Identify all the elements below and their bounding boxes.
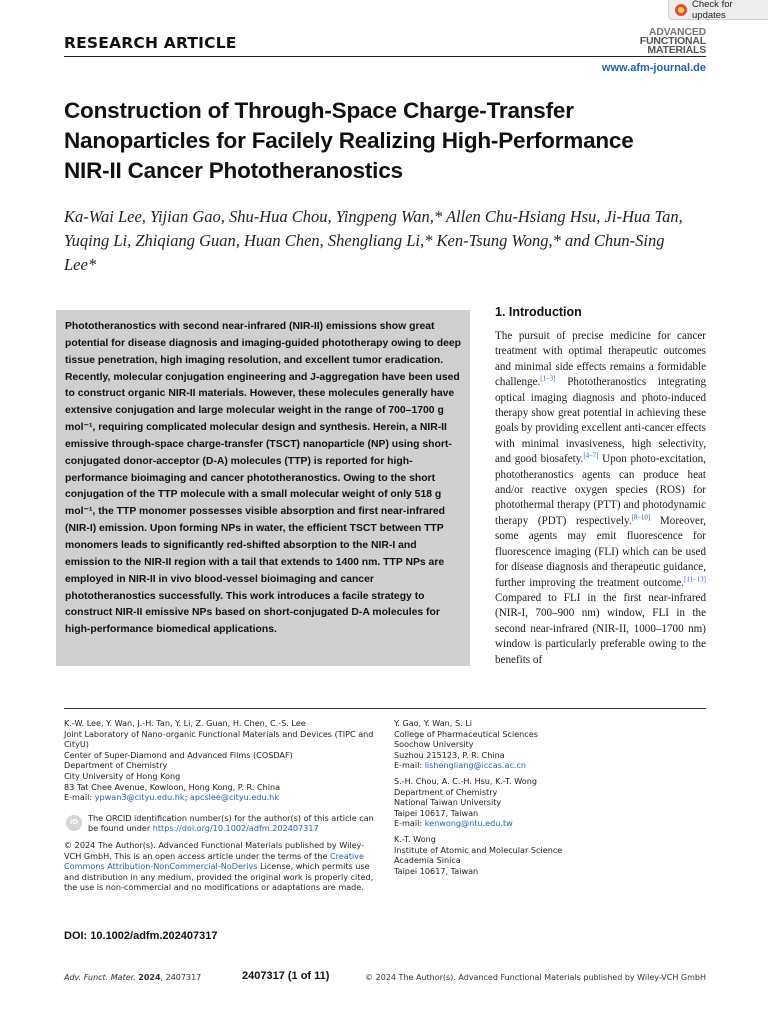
email-link[interactable]: kenwong@ntu.edu.tw bbox=[424, 818, 513, 829]
affiliations-right bbox=[394, 718, 704, 876]
footer-journal: Adv. Funct. Mater. bbox=[64, 973, 136, 982]
affiliation-line: Academia Sinica bbox=[394, 855, 461, 866]
footer-copyright: © 2024 The Author(s). Advanced Functional Materials published by Wiley-VCH GmbH bbox=[365, 973, 706, 982]
orcid-icon: iD bbox=[66, 815, 82, 831]
email-link[interactable]: apcslee@cityu.edu.hk bbox=[189, 792, 279, 803]
journal-logo bbox=[640, 28, 706, 55]
intro-text: Phototheranostics integrating optical imaging diagnosis and photo-induced therapy show great potential in achieving these goals by providing excellent anti-cancer effects with minimal invasiveness, high selectivity, and good biosafety. bbox=[495, 376, 706, 466]
affiliation-line: Y. Gao, Y. Wan, S. Li bbox=[394, 718, 472, 728]
license-text-part: License, which permits use and distribution in any medium, provided the original work is properly cited, the use is non-commercial and no modifications or adaptations are made. bbox=[64, 861, 374, 893]
orcid-link[interactable]: https://doi.org/10.1002/adfm.202407317 bbox=[152, 823, 319, 834]
journal-logo-line: MATERIALS bbox=[647, 44, 706, 56]
affiliation-line: Soochow University bbox=[394, 739, 474, 750]
email-line bbox=[64, 792, 380, 803]
abstract-box: Phototheranostics with second near-infrared (NIR-II) emissions show great potential for disease diagnosis and imaging-guided phototherapy owing to deep tissue penetration, high imaging resolution, and excellent tumor eradication. Recently, molecular conjugation engineering and J-aggregation have been used to construct organic NIR-II materials. However, these molecules generally have extensive conjugation and large molecular weight in the range of 700–1700 g mol⁻¹, requiring complicated molecular design and synthesis. Herein, a NIR-II emissive through-space charge-transfer (TSCT) nanoparticle (NP) using short-conjugated donor-acceptor (D-A) molecules (TTP) is reported for high-performance bioimaging and cancer phototheranostics. Owing to the short conjugation of the TTP molecule with a small molecular weight of only 518 g mol⁻¹, the TTP monomer possesses visible absorption and first near-infrared (NIR-I) emission. Upon forming NPs in water, the efficient TSCT between TTP monomers leads to significantly red-shifted absorption to the NIR-I and emission to the NIR-II region with a tail that extends to 1400 nm. TTP NPs are employed in NIR-II in vivo blood-vessel bioimaging and cancer phototheranostics successfully. This work introduces a facile strategy to construct NIR-II emissive NPs based on short-conjugated D-A molecules for high-performance biomedical applications. bbox=[56, 310, 470, 666]
header-divider bbox=[64, 56, 706, 57]
email-label: E-mail: bbox=[394, 760, 425, 771]
affiliation-line: College of Pharmaceutical Sciences bbox=[394, 728, 538, 739]
orcid-text bbox=[88, 813, 380, 834]
affiliation-line: S.-H. Chou, A. C.-H. Hsu, K.-T. Wong bbox=[394, 775, 538, 786]
email-label: E-mail: bbox=[64, 792, 95, 803]
email-separator: ; bbox=[184, 792, 190, 803]
footer-article-number: 2407317 bbox=[165, 973, 202, 982]
footer-page-number: 2407317 (1 of 11) bbox=[242, 970, 330, 982]
affiliation-line: Joint Laboratory of Nano-organic Functional Materials and Devices (TIPC and CityU) bbox=[64, 728, 374, 750]
orcid-note bbox=[64, 813, 380, 834]
email-line bbox=[394, 818, 704, 829]
email-link[interactable]: ypwan3@cityu.edu.hk bbox=[94, 792, 185, 803]
introduction-text bbox=[495, 329, 706, 668]
affiliation-line: National Taiwan University bbox=[394, 797, 502, 808]
affiliation-line: Department of Chemistry bbox=[394, 786, 498, 797]
orcid-text-body: The ORCID identification number(s) for the author(s) of this article can be found under bbox=[88, 812, 374, 834]
intro-text: Moreover, some agents may emit fluorescence for fluorescence imaging (FLI) which can be used for disease diagnosis and therapeutic guidance, further improving the treatment outcome. bbox=[495, 514, 706, 589]
affiliation-line: K.-W. Lee, Y. Wan, J.-H. Tan, Y. Li, Z. Guan, H. Chen, C.-S. Lee bbox=[64, 718, 306, 728]
affiliation-line: Taipei 10617, Taiwan bbox=[394, 865, 479, 876]
email-link[interactable]: lishengliang@iccas.ac.cn bbox=[424, 760, 527, 771]
journal-logo-line: ADVANCED bbox=[648, 26, 706, 38]
email-label: E-mail: bbox=[394, 818, 425, 829]
affiliation-line: City University of Hong Kong bbox=[64, 770, 181, 781]
citation-link[interactable]: [1–3] bbox=[540, 374, 556, 383]
footer-year: 2024 bbox=[138, 973, 161, 982]
section-label: RESEARCH ARTICLE bbox=[64, 34, 237, 52]
journal-logo-line: FUNCTIONAL bbox=[639, 35, 706, 47]
affiliation-line: Center of Super-Diamond and Advanced Films (COSDAF) bbox=[64, 749, 293, 760]
license-link[interactable]: Creative Commons Attribution-NonCommercial-NoDerivs bbox=[64, 850, 364, 872]
affiliation-line: Institute of Atomic and Molecular Science bbox=[394, 844, 563, 855]
intro-text: The pursuit of precise medicine for cancer treatment with optimal therapeutic outcomes and minimal side effects remains a formidable challenge. bbox=[495, 330, 706, 389]
citation-link[interactable]: [4–7] bbox=[583, 451, 599, 460]
affiliation-line: Department of Chemistry bbox=[64, 760, 168, 771]
check-for-updates-button[interactable] bbox=[668, 0, 768, 20]
citation-link[interactable]: [11–13] bbox=[684, 574, 706, 583]
affiliations-left bbox=[64, 718, 380, 893]
affiliation-line: Taipei 10617, Taiwan bbox=[394, 807, 479, 818]
citation-link[interactable]: [8–10] bbox=[631, 513, 651, 522]
footer-citation: Adv. Funct. Mater. 2024, 2407317 bbox=[64, 973, 202, 982]
license-text bbox=[64, 840, 380, 893]
footnote-divider bbox=[64, 708, 706, 709]
affiliation-line: K.-T. Wong bbox=[394, 833, 436, 844]
journal-url-link[interactable]: www.afm-journal.de bbox=[601, 62, 706, 74]
crossmark-icon bbox=[675, 4, 687, 16]
license-text-part: © 2024 The Author(s). Advanced Functional Materials published by Wiley-VCH GmbH. This is an open access article under the terms of the bbox=[64, 839, 365, 861]
author-list: Ka-Wai Lee, Yijian Gao, Shu-Hua Chou, Yingpeng Wan,* Allen Chu-Hsiang Hsu, Ji-Hua Tan, Yuqing Li, Zhiqiang Guan, Huan Chen, Shengliang Li,* Ken-Tsung Wong,* and Chun-Sing Lee* bbox=[64, 207, 683, 274]
check-for-updates-label: Check for updates bbox=[692, 0, 733, 21]
article-title: Construction of Through-Space Charge-Transfer Nanoparticles for Facilely Realizing High-Performance NIR-II Cancer Phototheranostics bbox=[64, 98, 634, 183]
intro-text: Upon photo-excitation, phototheranostics agents can produce heat and/or reactive oxygen species (ROS) for photothermal therapy (PTT) and photodynamic therapy (PDT) respectively. bbox=[495, 453, 706, 527]
email-line bbox=[394, 760, 704, 771]
affiliation-line: 83 Tat Chee Avenue, Kowloon, Hong Kong, P. R. China bbox=[64, 781, 281, 792]
affiliation-line: Suzhou 215123, P. R. China bbox=[394, 749, 505, 760]
introduction-heading: 1. Introduction bbox=[495, 305, 582, 319]
doi-label[interactable]: DOI: 10.1002/adfm.202407317 bbox=[64, 930, 218, 942]
intro-text: Compared to FLI in the first near-infrared (NIR-I, 700–900 nm) window, FLI in the second near-infrared (NIR-II, 1000–1700 nm) window is particularly preferable owing to the benefits of bbox=[495, 591, 706, 666]
